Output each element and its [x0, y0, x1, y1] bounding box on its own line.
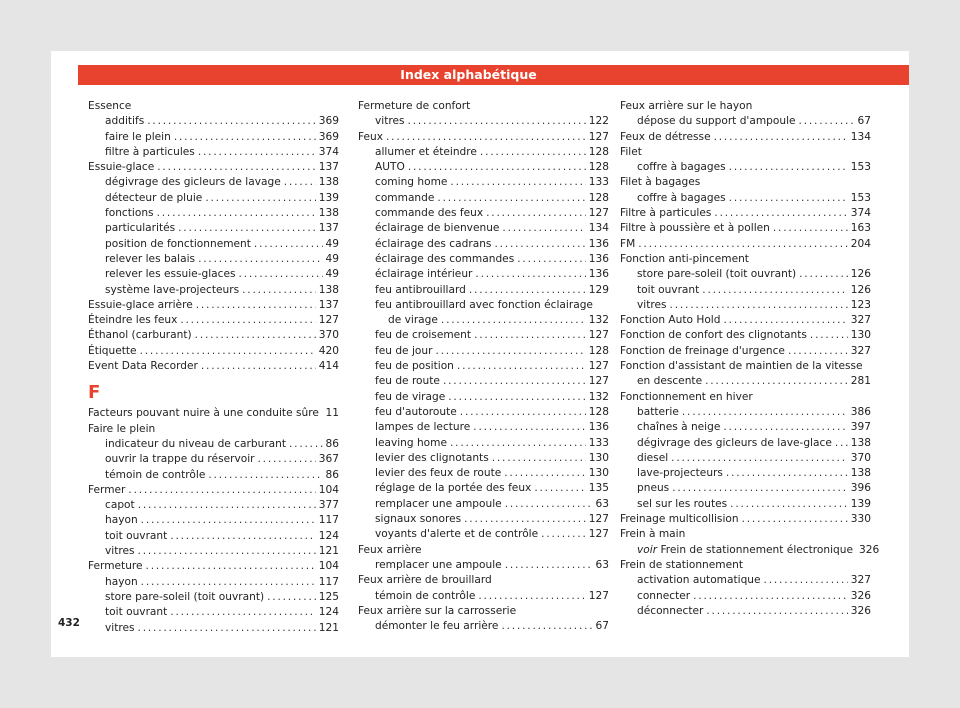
index-entry: relever les essuie-glaces ..... 49	[88, 267, 339, 282]
header-tab	[859, 65, 909, 85]
index-entry: en descente ..... 281	[620, 374, 871, 389]
index-entry: feu de jour ..... 128	[358, 344, 609, 359]
index-entry: feu de position ..... 127	[358, 359, 609, 374]
index-entry: particularités ..... 137	[88, 221, 339, 236]
index-heading: Filet à bagages	[620, 176, 701, 189]
index-heading: Essence	[88, 100, 132, 112]
index-entry: voyants d'alerte et de contrôle ..... 127	[358, 527, 609, 542]
index-entry: position de fonctionnement ..... 49	[88, 237, 339, 252]
index-entry: Filtre à particules ..... 374	[620, 206, 871, 221]
index-entry: hayon ..... 117	[88, 575, 339, 590]
index-entry: diesel ..... 370	[620, 451, 871, 466]
voir-label: voir	[637, 543, 658, 556]
index-entry: Fermeture ..... 104	[88, 559, 339, 574]
index-entry: feu d'autoroute ..... 128	[358, 405, 609, 420]
index-entry: démonter le feu arrière ..... 67	[358, 619, 609, 634]
index-entry: sel sur les routes ..... 139	[620, 497, 871, 512]
index-entry: coffre à bagages ..... 153	[620, 160, 871, 175]
index-entry: pneus ..... 396	[620, 481, 871, 496]
index-heading: Fonction anti-pincement	[620, 252, 749, 265]
index-heading: Fonctionnement en hiver	[620, 390, 753, 403]
index-entry: hayon ..... 117	[88, 513, 339, 528]
index-entry: Essuie-glace ..... 137	[88, 160, 339, 175]
index-entry: déconnecter ..... 326	[620, 604, 871, 619]
index-heading: Fonction d'assistant de maintien de la vitesse	[620, 360, 863, 373]
index-entry: commande ..... 128	[358, 191, 609, 206]
index-entry: feu de route ..... 127	[358, 374, 609, 389]
index-entry: Fonction Auto Hold ..... 327	[620, 313, 871, 328]
index-entry: de virage ..... 132	[358, 313, 609, 328]
index-entry: signaux sonores ..... 127	[358, 512, 609, 527]
index-entry: levier des clignotants ..... 130	[358, 451, 609, 466]
index-entry: additifs ..... 369	[88, 114, 339, 129]
index-entry: Fonction de confort des clignotants ..... 130	[620, 328, 871, 343]
index-entry: témoin de contrôle ..... 127	[358, 589, 609, 604]
index-entry: Fonction de freinage d'urgence ..... 327	[620, 344, 871, 359]
page-number: 432	[58, 617, 80, 629]
index-entry: relever les balais ..... 49	[88, 252, 339, 267]
index-entry: Freinage multicollision ..... 330	[620, 512, 871, 527]
index-entry: commande des feux ..... 127	[358, 206, 609, 221]
index-entry: FM ..... 204	[620, 237, 871, 252]
index-entry: Éteindre les feux ..... 127	[88, 313, 339, 328]
index-entry: éclairage intérieur ..... 136	[358, 267, 609, 282]
index-entry: Essuie-glace arrière ..... 137	[88, 298, 339, 313]
index-heading: Feux arrière sur le hayon	[620, 100, 753, 112]
index-entry: faire le plein ..... 369	[88, 130, 339, 145]
index-heading: Feux arrière de brouillard	[358, 574, 492, 587]
index-column-1	[88, 99, 339, 636]
index-entry: indicateur du niveau de carburant ..... 86	[88, 437, 339, 452]
index-entry: toit ouvrant ..... 124	[88, 529, 339, 544]
index-entry: Feux de détresse ..... 134	[620, 130, 871, 145]
index-entry: levier des feux de route ..... 130	[358, 466, 609, 481]
index-column-2	[358, 99, 609, 634]
index-entry: coming home ..... 133	[358, 175, 609, 190]
index-entry: dégivrage des gicleurs de lave-glace ..... 138	[620, 436, 871, 451]
index-entry: Filtre à poussière et à pollen ..... 163	[620, 221, 871, 236]
index-entry: coffre à bagages ..... 153	[620, 191, 871, 206]
index-entry: éclairage de bienvenue ..... 134	[358, 221, 609, 236]
index-entry: feu antibrouillard ..... 129	[358, 283, 609, 298]
index-entry: toit ouvrant ..... 126	[620, 283, 871, 298]
index-heading: Feux arrière	[358, 543, 422, 556]
index-entry: capot ..... 377	[88, 498, 339, 513]
index-entry: store pare-soleil (toit ouvrant) ..... 126	[620, 267, 871, 282]
index-entry: allumer et éteindre ..... 128	[358, 145, 609, 160]
index-heading: Filet	[620, 145, 642, 158]
index-entry: dégivrage des gicleurs de lavage ..... 138	[88, 175, 339, 190]
index-entry: activation automatique ..... 327	[620, 573, 871, 588]
index-entry: réglage de la portée des feux ..... 135	[358, 481, 609, 496]
index-entry: témoin de contrôle ..... 86	[88, 468, 339, 483]
section-letter: F	[88, 382, 101, 404]
index-entry: AUTO ..... 128	[358, 160, 609, 175]
index-subheading: feu antibrouillard avec fonction éclairage	[375, 298, 593, 311]
index-entry: feu de virage ..... 132	[358, 390, 609, 405]
index-entry: batterie ..... 386	[620, 405, 871, 420]
index-entry: éclairage des cadrans ..... 136	[358, 237, 609, 252]
index-entry: Éthanol (carburant) ..... 370	[88, 328, 339, 343]
index-entry: vitres ..... 121	[88, 544, 339, 559]
index-entry: remplacer une ampoule ..... 63	[358, 497, 609, 512]
index-heading: Frein de stationnement	[620, 558, 743, 571]
index-entry: vitres ..... 122	[358, 114, 609, 129]
index-entry: Fermer ..... 104	[88, 483, 339, 498]
index-entry: vitres ..... 121	[88, 621, 339, 636]
index-entry: vitres ..... 123	[620, 298, 871, 313]
index-entry: voir Frein de stationnement électronique 326	[637, 543, 880, 556]
index-entry: store pare-soleil (toit ouvrant) ..... 125	[88, 590, 339, 605]
index-entry: lampes de lecture ..... 136	[358, 420, 609, 435]
index-heading: Feux arrière sur la carrosserie	[358, 604, 517, 617]
index-column-3	[620, 99, 880, 619]
index-heading: Fermeture de confort	[358, 100, 471, 112]
index-heading: Frein à main	[620, 528, 686, 541]
index-entry: connecter ..... 326	[620, 589, 871, 604]
index-entry: Étiquette ..... 420	[88, 344, 339, 359]
index-entry: fonctions ..... 138	[88, 206, 339, 221]
index-entry: détecteur de pluie ..... 139	[88, 191, 339, 206]
index-entry: leaving home ..... 133	[358, 436, 609, 451]
index-entry: feu de croisement ..... 127	[358, 328, 609, 343]
index-entry: Facteurs pouvant nuire à une conduite sûre ..... 11	[88, 406, 339, 421]
index-entry: dépose du support d'ampoule ..... 67	[620, 114, 871, 129]
index-entry: ouvrir la trappe du réservoir ..... 367	[88, 452, 339, 467]
index-entry: chaînes à neige ..... 397	[620, 420, 871, 435]
index-heading: Faire le plein	[88, 422, 156, 435]
index-entry: lave-projecteurs ..... 138	[620, 466, 871, 481]
index-entry: éclairage des commandes ..... 136	[358, 252, 609, 267]
index-entry: Feux ..... 127	[358, 130, 609, 145]
page-title: Index alphabétique	[78, 65, 859, 85]
index-entry: Event Data Recorder ..... 414	[88, 359, 339, 374]
index-entry: filtre à particules ..... 374	[88, 145, 339, 160]
index-entry: remplacer une ampoule ..... 63	[358, 558, 609, 573]
index-entry: toit ouvrant ..... 124	[88, 605, 339, 620]
index-entry: système lave-projecteurs ..... 138	[88, 283, 339, 298]
